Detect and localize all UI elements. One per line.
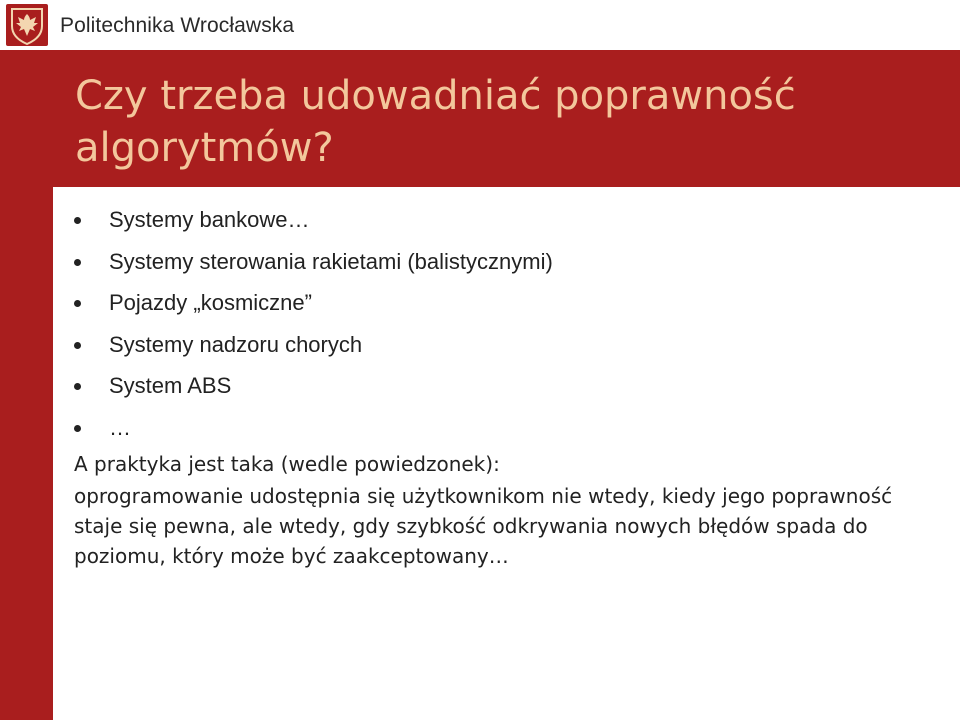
bullet-text: Systemy nadzoru chorych (109, 331, 363, 357)
bullet-item (74, 200, 934, 242)
bullet-dot-icon (74, 259, 81, 266)
bullet-text: … (109, 414, 131, 440)
bullet-text: Systemy sterowania rakietami (balistycznymi) (109, 248, 553, 274)
university-logo (6, 4, 48, 46)
eagle-emblem-icon (6, 4, 48, 46)
left-accent-band (0, 50, 53, 720)
bullet-item (74, 283, 934, 325)
bullet-item (74, 366, 934, 408)
bullet-dot-icon (74, 383, 81, 390)
slide-content (74, 200, 934, 571)
body-paragraph: oprogramowanie udostępnia się użytkownikom nie wtedy, kiedy jego poprawność staje się pewna, ale wtedy, gdy szybkość odkrywania nowych błędów spada do poziomu, który może być zaakceptowany… (74, 484, 893, 568)
institution-name: Politechnika Wrocławska (60, 14, 295, 37)
bullet-item (74, 325, 934, 367)
intro-text: A praktyka jest taka (wedle powiedzonek): (74, 452, 500, 476)
bullet-text: System ABS (109, 373, 232, 398)
bullet-dot-icon (74, 217, 81, 224)
bullet-dot-icon (74, 300, 81, 307)
bullet-list (74, 200, 934, 449)
bullet-item (74, 242, 934, 284)
slide-title: Czy trzeba udowadniać poprawność algorytmów? (75, 73, 796, 171)
bullet-dot-icon (74, 425, 81, 432)
bullet-item (74, 408, 934, 450)
bullet-dot-icon (74, 342, 81, 349)
header-bar (0, 0, 960, 50)
title-band (53, 50, 960, 187)
bullet-text: Systemy bankowe… (109, 207, 310, 232)
bullet-text: Pojazdy „kosmiczne” (109, 290, 312, 315)
